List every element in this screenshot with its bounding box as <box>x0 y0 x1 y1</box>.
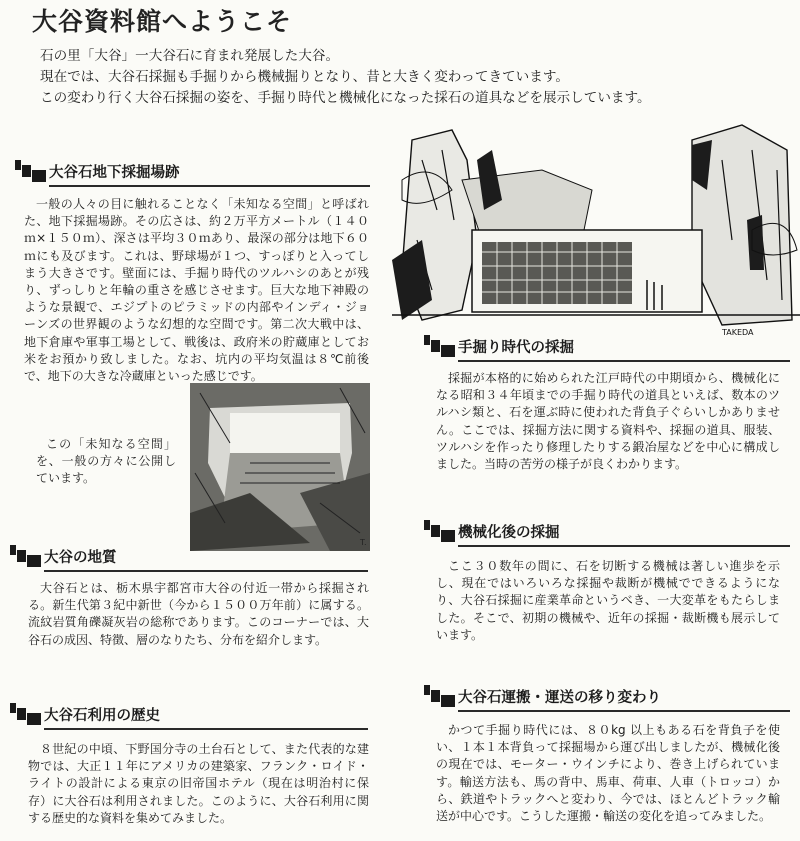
heading-rule <box>458 710 790 712</box>
svg-text:T.: T. <box>360 538 367 547</box>
section-title: 大谷石運搬・運送の移り変わり <box>458 690 661 706</box>
section-body-underground-b <box>24 380 174 418</box>
heading-rule <box>458 360 790 362</box>
section-bullet-icon <box>424 335 458 359</box>
section-body: この「未知なる空間」を、一般の方々に公開しています。 <box>36 437 176 486</box>
section-bullet-icon <box>10 545 44 569</box>
section-body-handdig <box>436 370 780 473</box>
section-bullet-icon <box>424 520 458 544</box>
section-title: 大谷の地質 <box>44 550 117 566</box>
intro-line: この変わり行く大谷石採掘の姿を、手掘り時代と機械化になった採石の道具などを展示しています。 <box>40 90 651 106</box>
section-body-underground-a <box>24 196 369 384</box>
section-title: 大谷石利用の歴史 <box>44 708 160 724</box>
heading-rule <box>49 185 370 187</box>
section-heading-underground <box>15 160 370 184</box>
section-bullet-icon <box>424 685 458 709</box>
building-illustration <box>392 120 800 342</box>
section-body: 一般の人々の目に触れることなく「未知なる空間」と呼ばれた、地下採掘場跡。その広さは、約２万平方メートル（１４０ｍ×１５０ｍ）、深さは平均３０ｍあり、最深の部分は地下６０ｍにも及びます。これは、野球場が１つ、すっぽりと入ってしまう大きさです。壁面には、手掘り時代のツルハシのあとが残り、ずっしりと年輪の重さを感じさせます。巨大な地下神殿のような景観で、エジプトのピラミッドの内部やインディ・ジョーンズの世界観のような幻想的な空間です。第二次大戦中は、地下倉庫や軍事工場として、戦後は、政府米の貯蔵庫としてお米をお預かり致しました。なお、坑内の平均気温は８℃前後で、地下の大きな冷蔵庫といった感じです。 <box>24 197 369 384</box>
section-body: 採掘が本格的に始められた江戸時代の中期頃から、機械化になる昭和３４年頃までの手掘り時代の道具といえば、数本のツルハシ類と、石を運ぶ時に使われた背負子ぐらいしかありません。ここでは、採掘方法に関する資料や、採掘の道具、服装、ツルハシを作ったり修理したりする鍛冶屋などを中心に構成しました。当時の苦労の様子が良くわかります。 <box>436 371 780 472</box>
intro-text <box>40 46 780 109</box>
section-body: ８世紀の中頃、下野国分寺の土台石として、また代表的な建物では、大正１１年にアメリカの建築家、フランク・ロイド・ライトの設計による東京の旧帝国ホテル（現在は明治村に保存）に大谷石は利用されました。このように、大谷石利用に関する歴史的な資料を集めてみました。 <box>28 742 369 825</box>
section-body-geology <box>28 580 369 649</box>
section-heading-history <box>10 703 368 727</box>
intro-line: 石の里「大谷」一大谷石に育まれ発展した大谷。 <box>40 48 340 64</box>
section-body-history <box>28 741 369 827</box>
heading-rule <box>44 728 368 730</box>
heading-rule <box>44 570 368 572</box>
page-title: 大谷資料館へようこそ <box>32 7 293 36</box>
section-body-underground-c <box>36 436 176 488</box>
section-bullet-icon <box>15 160 49 184</box>
section-title: 手掘り時代の採掘 <box>458 340 574 356</box>
section-heading-transport <box>424 685 790 709</box>
intro-line: 現在では、大谷石採掘も手掘りから機械掘りとなり、昔と大きく変わってきています。 <box>40 69 569 85</box>
section-title: 大谷石地下採掘場跡 <box>49 165 180 181</box>
section-title: 機械化後の採掘 <box>458 525 560 541</box>
section-body-transport <box>436 722 780 825</box>
section-body: かつて手掘り時代には、８０kg 以上もある石を背負子を使い、１本１本背負って採掘場から運び出しましたが、機械化後の現在では、モーター・ウインチにより、巻き上げられています。輸送方法も、馬の背中、馬車、荷車、人車（トロッコ）から、鉄道やトラックへと変わり、今では、ほとんどトラック輸送が中心です。こうした運搬・輸送の変化を追ってみました。 <box>436 723 780 824</box>
heading-rule <box>458 545 790 547</box>
section-body-machine <box>436 558 780 644</box>
section-heading-machine <box>424 520 790 544</box>
section-body: 大谷石とは、栃木県宇都宮市大谷の付近一帯から採掘される。新生代第３紀中新世（今から１５００万年前）に属する。流紋岩質角礫凝灰岩の総称であります。このコーナーでは、大谷石の成因、特徴、層のなりたち、分布を紹介します。 <box>28 581 369 647</box>
cave-illustration <box>190 383 370 551</box>
section-body: ここ３０数年の間に、石を切断する機械は著しい進歩を示し、現在ではいろいろな採掘や裁断が機械でできるようになり、大谷石採掘に産業革命というべき、一大変革をもたらしました。そこで、初期の機械や、近年の採掘・裁断機も展示しています。 <box>436 559 780 642</box>
section-bullet-icon <box>10 703 44 727</box>
section-heading-geology <box>10 545 368 569</box>
section-heading-handdig <box>424 335 790 359</box>
signature: TAKEDA <box>722 328 754 337</box>
